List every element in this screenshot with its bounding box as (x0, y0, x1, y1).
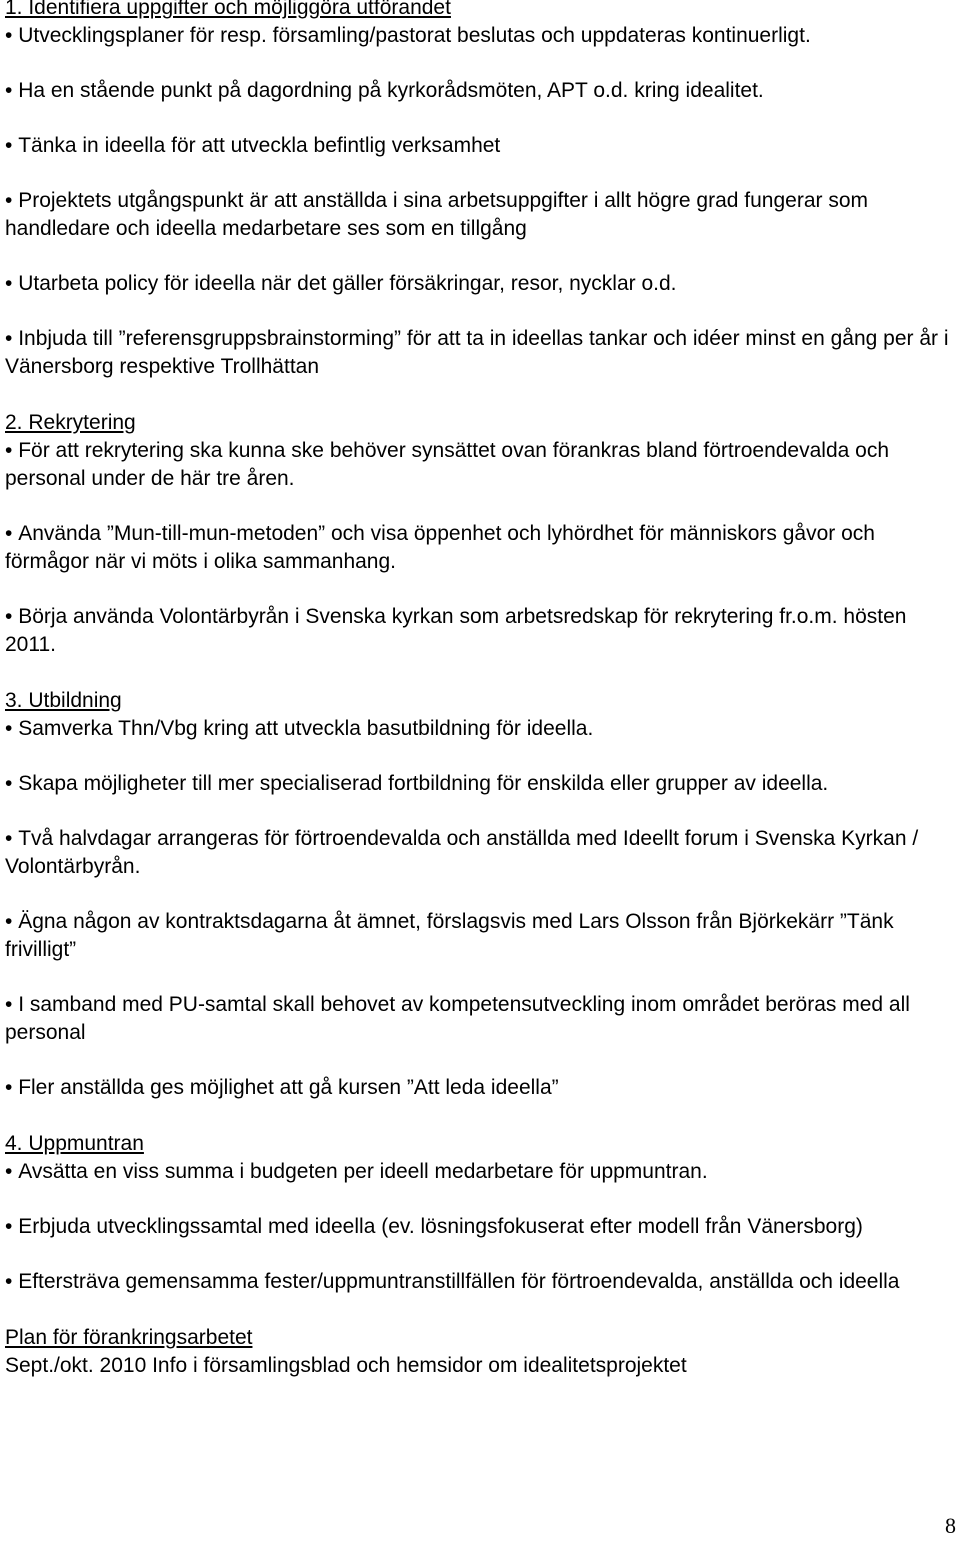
section-heading-uppmuntran: 4. Uppmuntran (5, 1132, 144, 1155)
document-page (5, 0, 957, 1380)
list-item: • I samband med PU-samtal skall behovet av kompetensutveckling inom området beröras med all personal (5, 991, 957, 1047)
section-heading-rekrytering: 2. Rekrytering (5, 411, 136, 434)
list-item: • Fler anställda ges möjlighet att gå kursen ”Att leda ideella” (5, 1074, 957, 1102)
list-item: • Använda ”Mun-till-mun-metoden” och visa öppenhet och lyhördhet för människors gåvor och förmågor när vi möts i olika sammanhang. (5, 520, 957, 576)
list-item: • Inbjuda till ”referensgruppsbrainstorming” för att ta in ideellas tankar och idéer minst en gång per år i Vänersborg respektive Trollhättan (5, 325, 957, 381)
list-item: • Börja använda Volontärbyrån i Svenska kyrkan som arbetsredskap för rekrytering fr.o.m. hösten 2011. (5, 603, 957, 659)
list-item: • För att rekrytering ska kunna ske behöver synsättet ovan förankras bland förtroendevalda och personal under de här tre åren. (5, 437, 957, 493)
section-heading-identifiera: 1. Identifiera uppgifter och möjliggöra utförandet (5, 0, 451, 19)
list-item: • Ägna någon av kontraktsdagarna åt ämnet, förslagsvis med Lars Olsson från Björkekärr ”Tänk frivilligt” (5, 908, 957, 964)
list-item: • Tänka in ideella för att utveckla befintlig verksamhet (5, 132, 957, 160)
list-item: • Erbjuda utvecklingssamtal med ideella (ev. lösningsfokuserat efter modell från Vänersborg) (5, 1213, 957, 1241)
list-item: • Eftersträva gemensamma fester/uppmuntranstillfällen för förtroendevalda, anställda och ideella (5, 1268, 957, 1296)
list-item: • Utarbeta policy för ideella när det gäller försäkringar, resor, nycklar o.d. (5, 270, 957, 298)
list-item: • Ha en stående punkt på dagordning på kyrkorådsmöten, APT o.d. kring idealitet. (5, 77, 957, 105)
list-item: • Projektets utgångspunkt är att anställda i sina arbetsuppgifter i allt högre grad fungerar som handledare och ideella medarbetare ses som en tillgång (5, 187, 957, 243)
list-item: • Avsätta en viss summa i budgeten per ideell medarbetare för uppmuntran. (5, 1158, 957, 1186)
list-item: • Två halvdagar arrangeras för förtroendevalda och anställda med Ideellt forum i Svenska Kyrkan / Volontärbyrån. (5, 825, 957, 881)
list-item: • Utvecklingsplaner för resp. församling/pastorat beslutas och uppdateras kontinuerligt. (5, 22, 957, 50)
section-heading-utbildning: 3. Utbildning (5, 689, 122, 712)
page-number: 8 (945, 1513, 956, 1538)
section-heading-plan: Plan för förankringsarbetet (5, 1326, 253, 1349)
list-item: • Samverka Thn/Vbg kring att utveckla basutbildning för ideella. (5, 715, 957, 743)
list-item: • Skapa möjligheter till mer specialiserad fortbildning för enskilda eller grupper av ideella. (5, 770, 957, 798)
plan-entry: Sept./okt. 2010 Info i församlingsblad och hemsidor om idealitetsprojektet (5, 1354, 687, 1377)
